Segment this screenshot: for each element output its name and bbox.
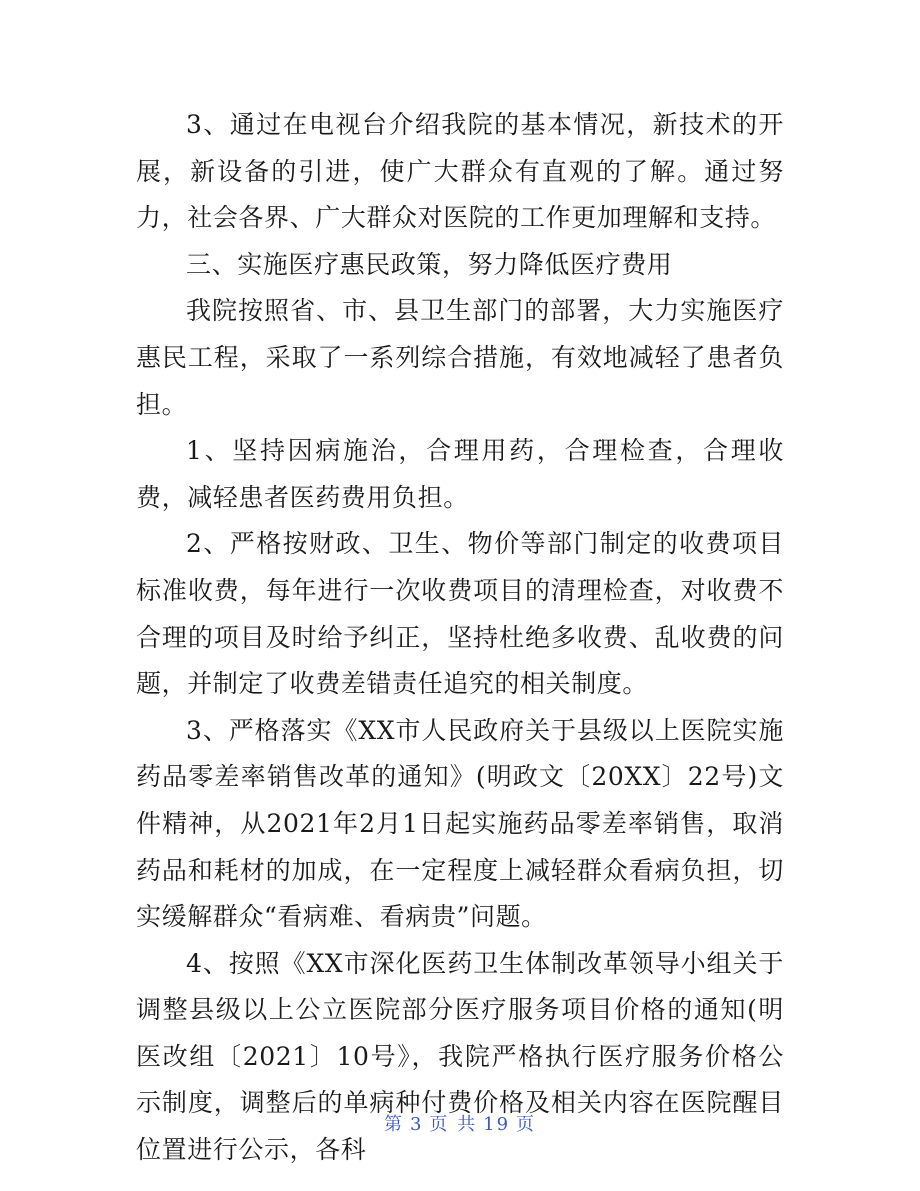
document-body bbox=[136, 102, 784, 1174]
footer-middle: 页 共 bbox=[429, 1114, 478, 1135]
footer-total-pages: 19 bbox=[483, 1114, 511, 1135]
paragraph-item-4: 4、按照《XX市深化医药卫生体制改革领导小组关于调整县级以上公立医院部分医疗服务项目价格的通知(明医改组〔2021〕10号》，我院严格执行医疗服务价格公示制度，调整后的单病种付费价格及相关内容在医院醒目位置进行公示，各科 bbox=[136, 948, 784, 1165]
section-heading-3: 三、实施医疗惠民政策，努力降低医疗费用 bbox=[186, 249, 673, 279]
paragraph-item-2: 2、严格按财政、卫生、物价等部门制定的收费项目标准收费，每年进行一次收费项目的清理检查，对收费不合理的项目及时给予纠正，坚持杜绝多收费、乱收费的问题，并制定了收费差错责任追究的相关制度。 bbox=[136, 529, 784, 699]
footer-suffix: 页 bbox=[516, 1114, 537, 1135]
paragraph-intro: 我院按照省、市、县卫生部门的部署，大力实施医疗惠民工程，采取了一系列综合措施，有效地减轻了患者负担。 bbox=[136, 296, 784, 419]
paragraph-item-1: 1、坚持因病施治，合理用药，合理检查，合理收费，减轻患者医药费用负担。 bbox=[136, 436, 784, 512]
page-footer bbox=[0, 1110, 920, 1136]
footer-prefix: 第 bbox=[383, 1114, 404, 1135]
paragraph-item-3: 3、严格落实《XX市人民政府关于县级以上医院实施药品零差率销售改革的通知》(明政文〔20XX〕22号)文件精神，从2021年2月1日起实施药品零差率销售，取消药品和耗材的加成，在一定程度上减轻群众看病负担，切实缓解群众“看病难、看病贵”问题。 bbox=[136, 715, 784, 932]
footer-page-number: 3 bbox=[409, 1114, 424, 1135]
paragraph-publicity: 3、通过在电视台介绍我院的基本情况，新技术的开展，新设备的引进，使广大群众有直观的了解。通过努力，社会各界、广大群众对医院的工作更加理解和支持。 bbox=[136, 110, 784, 233]
